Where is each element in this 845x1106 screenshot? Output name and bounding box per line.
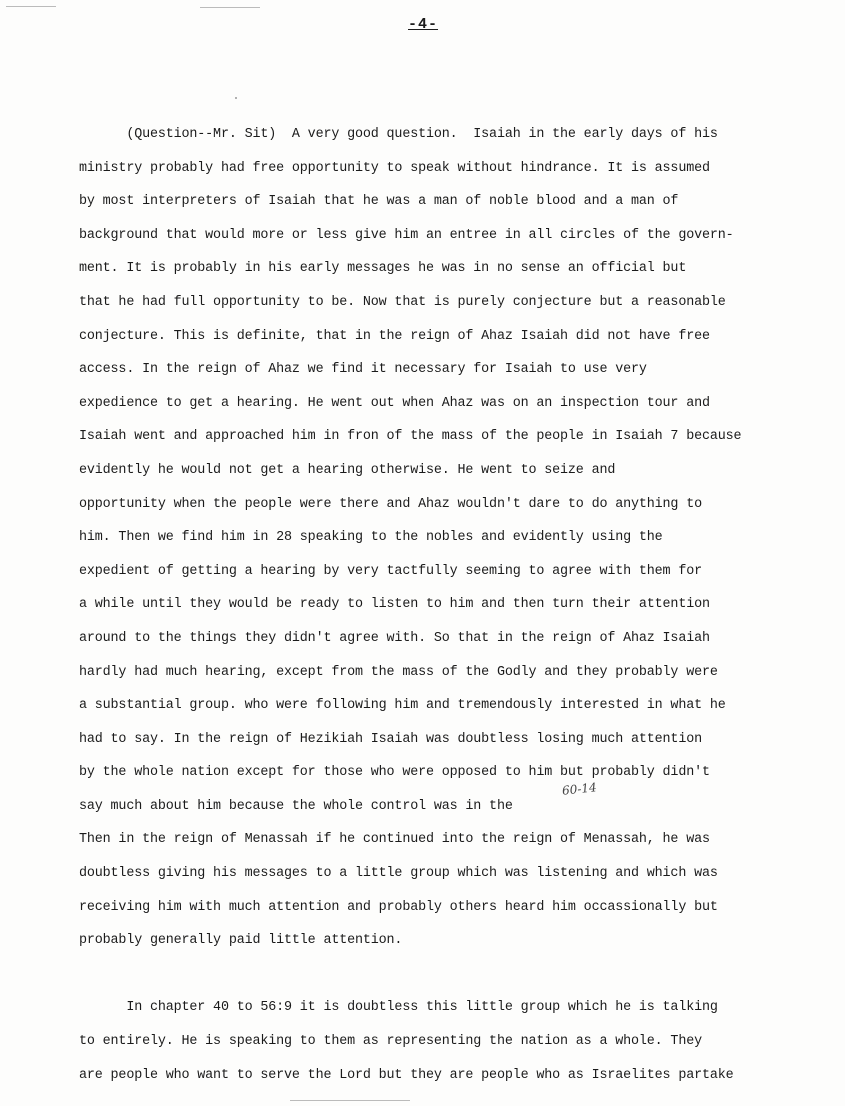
- text-line: ministry probably had free opportunity to speak without hindrance. It is assumed: [79, 160, 710, 176]
- text-line: In chapter 40 to 56:9 it is doubtless this little group which he is talking: [79, 1000, 718, 1016]
- scan-edge-mark: [290, 1100, 410, 1101]
- text-line: opportunity when the people were there and Ahaz wouldn't dare to do anything to: [79, 496, 702, 512]
- text-line: a while until they would be ready to listen to him and then turn their attention: [79, 597, 710, 613]
- text-line: ment. It is probably in his early messages he was in no sense an official but: [79, 261, 687, 277]
- scan-edge-mark: [6, 6, 56, 7]
- text-line: by the whole nation except for those who were opposed to him but probably didn't: [79, 765, 710, 781]
- text-line: Isaiah went and approached him in fron of the mass of the people in Isaiah 7 because: [79, 429, 742, 445]
- page-number: -4-: [408, 16, 439, 33]
- text-line: to entirely. He is speaking to them as representing the nation as a whole. They: [79, 1034, 702, 1050]
- text-line: a substantial group. who were following him and tremendously interested in what he: [79, 698, 726, 714]
- text-line: evidently he would not get a hearing otherwise. He went to seize and: [79, 462, 616, 478]
- scan-edge-mark: [200, 7, 260, 8]
- text-line: say much about him because the whole control was in the: [79, 798, 513, 814]
- text-line: access. In the reign of Ahaz we find it necessary for Isaiah to use very: [79, 362, 647, 378]
- text-line: expedient of getting a hearing by very tactfully seeming to agree with them for: [79, 563, 702, 579]
- text-line: had to say. In the reign of Hezikiah Isaiah was doubtless losing much attention: [79, 731, 702, 747]
- text-line: around to the things they didn't agree with. So that in the reign of Ahaz Isaiah: [79, 630, 710, 646]
- speck: [235, 97, 237, 99]
- handwritten-margin-note: 60-14: [561, 780, 598, 798]
- text-line: receiving him with much attention and probably others heard him occassionally but: [79, 899, 718, 915]
- text-line: hardly had much hearing, except from the mass of the Godly and they probably were: [79, 664, 718, 680]
- blank-line: [79, 958, 799, 992]
- typed-text-body: [79, 118, 799, 1092]
- text-line: probably generally paid little attention.: [79, 933, 403, 949]
- text-line: conjecture. This is definite, that in the reign of Ahaz Isaiah did not have free: [79, 328, 710, 344]
- text-line: that he had full opportunity to be. Now that is purely conjecture but a reasonable: [79, 294, 726, 310]
- text-line: Then in the reign of Menassah if he continued into the reign of Menassah, he was: [79, 832, 710, 848]
- text-line: doubtless giving his messages to a little group which was listening and which was: [79, 866, 718, 882]
- text-line: are people who want to serve the Lord but they are people who as Israelites partake: [79, 1067, 734, 1083]
- text-line: him. Then we find him in 28 speaking to the nobles and evidently using the: [79, 530, 663, 546]
- text-line: (Question--Mr. Sit) A very good question. Isaiah in the early days of his: [79, 127, 718, 142]
- text-line: expedience to get a hearing. He went out when Ahaz was on an inspection tour and: [79, 395, 710, 411]
- text-line: background that would more or less give him an entree in all circles of the govern-: [79, 227, 734, 243]
- text-line: by most interpreters of Isaiah that he was a man of noble blood and a man of: [79, 194, 679, 210]
